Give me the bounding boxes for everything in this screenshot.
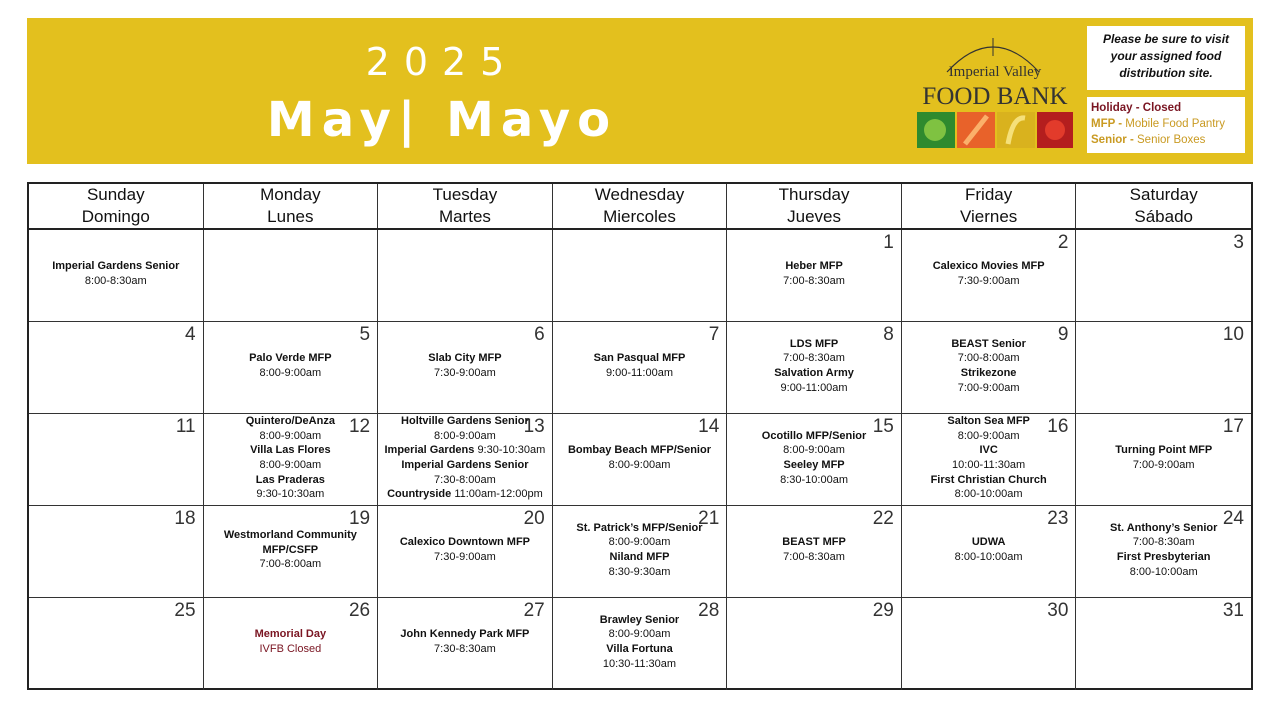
weekday-en: Sunday — [86, 185, 145, 204]
day-number: 12 — [348, 416, 371, 437]
event-time: 8:00-9:00am — [783, 444, 845, 457]
event-line — [204, 487, 378, 502]
day-cell — [902, 230, 1077, 322]
event-line — [378, 458, 552, 473]
day-number: 3 — [1233, 232, 1244, 253]
event-line — [727, 550, 901, 565]
day-number: 22 — [872, 508, 894, 529]
event-line — [727, 535, 901, 550]
event-line — [204, 642, 378, 657]
event-time: 9:00-11:00am — [605, 366, 674, 379]
event-name: Seeley MFP — [783, 458, 845, 471]
event-time: 8:00-9:00am — [259, 366, 322, 379]
weekday-es: Miercoles — [603, 207, 676, 226]
event-time: 7:00-9:00am — [957, 381, 1020, 394]
event-list — [553, 443, 727, 472]
day-cell — [29, 598, 204, 690]
event-name: Imperial Gardens Senior — [401, 458, 529, 471]
weekday-header-sunday — [29, 184, 204, 228]
event-name: Brawley Senior — [599, 613, 680, 626]
event-line — [553, 642, 727, 657]
event-line — [29, 274, 203, 289]
day-cell — [902, 322, 1077, 414]
event-line — [902, 259, 1076, 274]
event-line — [553, 627, 727, 642]
event-line — [378, 487, 552, 502]
event-list — [378, 414, 552, 502]
event-line — [204, 429, 378, 444]
event-line — [553, 657, 727, 672]
event-time: 8:00-10:00am — [954, 550, 1023, 563]
event-name: St. Anthony’s Senior — [1110, 521, 1218, 534]
event-time: 7:30-9:00am — [434, 366, 496, 379]
day-cell — [553, 414, 728, 506]
event-line — [902, 487, 1076, 502]
day-cell — [902, 598, 1077, 690]
event-line — [553, 565, 727, 580]
day-number: 14 — [698, 416, 720, 437]
event-name: Imperial Gardens Senior — [52, 260, 180, 273]
weekday-header-wednesday — [553, 184, 728, 228]
event-time: 10:30-11:30am — [602, 657, 677, 670]
event-time: 7:00-8:30am — [1132, 536, 1195, 549]
event-time: 8:00-9:00am — [957, 429, 1020, 442]
event-line — [204, 543, 378, 558]
event-name: Salton Sea MFP — [947, 415, 1030, 428]
event-line — [553, 443, 727, 458]
day-number: 20 — [523, 508, 545, 529]
event-name: Strikezone — [960, 366, 1017, 379]
event-time: 8:00-9:00am — [259, 429, 322, 442]
day-number: 8 — [883, 324, 894, 345]
event-time: 8:00-9:00am — [608, 536, 671, 549]
logo-line2: FOOD BANK — [922, 83, 1068, 110]
weekday-header-friday — [902, 184, 1077, 228]
event-line — [902, 274, 1076, 289]
event-name: LDS MFP — [789, 337, 839, 350]
event-line — [378, 535, 552, 550]
legend-box — [1087, 97, 1245, 153]
event-line — [378, 366, 552, 381]
event-time: 11:00am-12:00pm — [454, 488, 543, 501]
event-time: 7:30-9:00am — [957, 274, 1020, 287]
day-cell — [29, 322, 204, 414]
event-line — [553, 613, 727, 628]
day-number: 26 — [348, 600, 371, 621]
event-list — [902, 259, 1076, 288]
event-line — [902, 366, 1076, 381]
event-name: BEAST Senior — [951, 337, 1026, 350]
event-time: 8:00-10:00am — [954, 488, 1023, 501]
event-line — [204, 351, 378, 366]
day-number: 10 — [1222, 324, 1244, 345]
event-line — [553, 458, 727, 473]
event-line — [902, 458, 1076, 473]
day-cell — [1076, 230, 1251, 322]
day-cell — [1076, 506, 1251, 598]
event-name: San Pasqual MFP — [593, 352, 686, 365]
event-line — [1076, 550, 1251, 565]
event-line — [204, 458, 378, 473]
event-name: First Presbyterian — [1116, 550, 1211, 563]
day-number: 11 — [175, 416, 196, 437]
weekday-en: Saturday — [1129, 185, 1198, 204]
event-line — [378, 627, 552, 642]
day-number: 16 — [1047, 416, 1069, 437]
day-cell — [204, 322, 379, 414]
day-number: 2 — [1057, 232, 1069, 253]
event-list — [378, 351, 552, 380]
event-line — [204, 627, 378, 642]
event-time: 8:00-9:00am — [434, 429, 496, 442]
event-line — [378, 351, 552, 366]
event-line — [204, 557, 378, 572]
event-line — [1076, 443, 1251, 458]
weekday-en: Tuesday — [432, 185, 498, 204]
food-bank-logo — [913, 32, 1077, 154]
day-number: 21 — [698, 508, 720, 529]
event-name: Westmorland Community — [223, 529, 357, 542]
day-cell — [727, 414, 902, 506]
event-line — [727, 366, 901, 381]
day-number: 5 — [359, 324, 371, 345]
event-list — [727, 337, 901, 395]
visit-note — [1087, 26, 1245, 90]
day-number: 30 — [1047, 600, 1069, 621]
day-cell — [727, 322, 902, 414]
event-name: Turning Point MFP — [1115, 444, 1213, 457]
event-line — [902, 535, 1076, 550]
event-list — [378, 535, 552, 564]
event-line — [378, 550, 552, 565]
event-name: Palo Verde MFP — [249, 352, 332, 365]
day-cell — [204, 414, 379, 506]
legend-senior: Senior - Senior Boxes — [1091, 134, 1206, 146]
day-cell — [1076, 322, 1251, 414]
event-line — [727, 458, 901, 473]
event-time: 7:00-8:00am — [259, 558, 322, 571]
event-line — [1076, 565, 1251, 580]
calendar-grid — [27, 182, 1253, 690]
event-list — [727, 429, 901, 487]
weekday-en: Friday — [965, 185, 1013, 204]
event-line — [1076, 458, 1251, 473]
event-name: Calexico Movies MFP — [932, 260, 1045, 273]
day-cell — [378, 506, 553, 598]
event-line — [378, 414, 552, 429]
event-line — [902, 429, 1076, 444]
event-name: Niland MFP — [609, 550, 670, 563]
event-line — [378, 642, 552, 657]
weekday-header-monday — [204, 184, 379, 228]
day-cell — [378, 230, 553, 322]
day-number: 24 — [1222, 508, 1244, 529]
event-line — [902, 351, 1076, 366]
day-number: 17 — [1222, 416, 1244, 437]
event-line — [553, 535, 727, 550]
weekday-header-saturday — [1076, 184, 1251, 228]
day-cell — [553, 598, 728, 690]
event-line — [902, 381, 1076, 396]
event-name: Villa Fortuna — [606, 642, 673, 655]
day-cell — [378, 414, 553, 506]
day-cell — [902, 414, 1077, 506]
event-line — [727, 351, 901, 366]
legend-holiday: Holiday - Closed — [1091, 102, 1182, 114]
event-name: Villa Las Flores — [250, 444, 331, 457]
weekday-header-tuesday — [378, 184, 553, 228]
weekday-es: Jueves — [787, 207, 841, 226]
event-line — [727, 381, 901, 396]
event-line — [727, 473, 901, 488]
event-time: 8:00-8:30am — [84, 274, 147, 287]
event-time: 8:00-10:00am — [1129, 565, 1198, 578]
event-line — [902, 550, 1076, 565]
event-line — [204, 528, 378, 543]
day-cell — [902, 506, 1077, 598]
day-number: 9 — [1057, 324, 1069, 345]
day-number: 4 — [184, 324, 196, 345]
day-cell — [553, 322, 728, 414]
day-cell — [1076, 598, 1251, 690]
event-list — [29, 259, 203, 288]
event-time: 7:30-8:00am — [434, 473, 496, 486]
event-line — [29, 259, 203, 274]
day-number: 7 — [708, 324, 720, 345]
day-number: 27 — [523, 600, 545, 621]
logo-icon — [913, 32, 1077, 154]
event-line — [902, 443, 1076, 458]
event-list — [204, 528, 378, 572]
weekday-es: Martes — [438, 207, 491, 226]
day-number: 6 — [534, 324, 545, 345]
event-name: Quintero/DeAnza — [245, 415, 335, 428]
event-time: 7:00-8:30am — [783, 274, 845, 287]
event-line — [727, 443, 901, 458]
event-name: Holtville Gardens Senior — [401, 415, 529, 428]
event-name: John Kennedy Park MFP — [400, 628, 530, 641]
day-number: 25 — [174, 600, 196, 621]
day-cell — [204, 230, 379, 322]
event-line — [902, 473, 1076, 488]
day-cell — [1076, 414, 1251, 506]
event-list — [553, 521, 727, 579]
day-number: 23 — [1047, 508, 1069, 529]
event-line — [1076, 535, 1251, 550]
event-list — [553, 613, 727, 671]
event-line — [204, 473, 378, 488]
day-cell — [29, 414, 204, 506]
header-banner — [27, 18, 1253, 164]
event-line — [378, 473, 552, 488]
event-name: Salvation Army — [774, 366, 854, 379]
day-number: 1 — [883, 232, 894, 253]
weekday-es: Sábado — [1134, 207, 1194, 226]
weekday-es: Viernes — [959, 207, 1018, 226]
day-cell — [727, 598, 902, 690]
day-number: 13 — [523, 416, 545, 437]
weekday-es: Lunes — [267, 207, 314, 226]
event-name: Imperial Gardens — [384, 444, 475, 457]
event-list — [553, 351, 727, 380]
weekday-en: Thursday — [778, 185, 850, 204]
event-line — [553, 366, 727, 381]
event-line — [727, 259, 901, 274]
event-list — [1076, 521, 1251, 579]
weekday-header-thursday — [727, 184, 902, 228]
event-name: Slab City MFP — [428, 352, 502, 365]
event-list — [1076, 443, 1251, 472]
event-time: 7:30-9:00am — [434, 550, 496, 563]
day-cell — [727, 506, 902, 598]
event-line — [204, 414, 378, 429]
event-time: 7:00-8:30am — [783, 352, 845, 365]
day-number: 19 — [348, 508, 371, 529]
event-time: 8:00-9:00am — [259, 458, 322, 471]
event-list — [204, 351, 378, 380]
day-cell — [727, 230, 902, 322]
event-line — [902, 337, 1076, 352]
event-time: 8:30-9:30am — [608, 565, 671, 578]
event-name: Calexico Downtown MFP — [399, 536, 531, 549]
event-line — [378, 443, 552, 458]
calendar-month: May| Mayo — [266, 92, 618, 148]
day-cell — [29, 506, 204, 598]
day-cell — [378, 598, 553, 690]
calendar-year: 2025 — [365, 40, 519, 84]
event-line — [378, 429, 552, 444]
event-line — [204, 443, 378, 458]
logo-line1: Imperial Valley — [948, 64, 1042, 80]
event-name: First Christian Church — [930, 473, 1047, 486]
event-list — [378, 627, 552, 656]
event-time: 9:30-10:30am — [477, 444, 546, 457]
event-time: 8:00-9:00am — [608, 628, 671, 641]
day-cell — [204, 598, 379, 690]
event-list — [204, 414, 378, 502]
weekday-en: Wednesday — [594, 185, 685, 204]
event-name: Las Praderas — [255, 473, 325, 486]
day-cell — [378, 322, 553, 414]
event-line — [204, 366, 378, 381]
event-list — [902, 337, 1076, 395]
event-list — [902, 535, 1076, 564]
event-line — [727, 429, 901, 444]
day-cell — [29, 230, 204, 322]
weekday-es: Domingo — [81, 207, 150, 226]
event-time: 8:00-9:00am — [608, 458, 671, 471]
event-name: IVC — [979, 444, 998, 457]
day-number: 18 — [174, 508, 196, 529]
event-time: 7:00-9:00am — [1132, 458, 1195, 471]
event-time: 9:30-10:30am — [256, 488, 325, 501]
event-line — [553, 351, 727, 366]
event-name: BEAST MFP — [782, 536, 846, 549]
event-list — [204, 627, 378, 656]
note-line: your assigned food — [1110, 49, 1222, 63]
day-number: 31 — [1222, 600, 1244, 621]
event-line — [553, 550, 727, 565]
note-line: distribution site. — [1119, 66, 1213, 80]
day-cell — [553, 230, 728, 322]
event-time: 10:00-11:30am — [952, 458, 1026, 471]
event-name: Heber MFP — [785, 260, 843, 273]
event-name: UDWA — [971, 536, 1006, 549]
event-list — [727, 535, 901, 564]
day-number: 15 — [872, 416, 894, 437]
event-name: Bombay Beach MFP/Senior — [567, 444, 711, 457]
event-time: 7:30-8:30am — [434, 642, 496, 655]
weekday-en: Monday — [260, 185, 321, 204]
legend-mfp: MFP - Mobile Food Pantry — [1091, 118, 1226, 130]
event-line — [727, 337, 901, 352]
day-cell — [204, 506, 379, 598]
day-number: 29 — [872, 600, 894, 621]
event-name: MFP/CSFP — [262, 543, 319, 556]
event-line — [553, 521, 727, 536]
event-list — [902, 414, 1076, 502]
event-name: Ocotillo MFP/Senior — [761, 429, 867, 442]
event-line — [727, 274, 901, 289]
event-name: St. Patrick’s MFP/Senior — [576, 521, 703, 534]
event-time: 8:30-10:00am — [780, 473, 848, 486]
note-line: Please be sure to visit — [1102, 32, 1230, 46]
event-time: 9:00-11:00am — [780, 381, 848, 394]
event-line — [1076, 521, 1251, 536]
event-name: Memorial Day — [254, 628, 327, 641]
event-list — [727, 259, 901, 288]
event-line — [902, 414, 1076, 429]
day-cell — [553, 506, 728, 598]
day-number: 28 — [698, 600, 720, 621]
event-time: IVFB Closed — [259, 642, 322, 655]
event-name: Countryside — [387, 488, 452, 501]
event-time: 7:00-8:30am — [783, 550, 845, 563]
event-time: 7:00-8:00am — [957, 352, 1020, 365]
